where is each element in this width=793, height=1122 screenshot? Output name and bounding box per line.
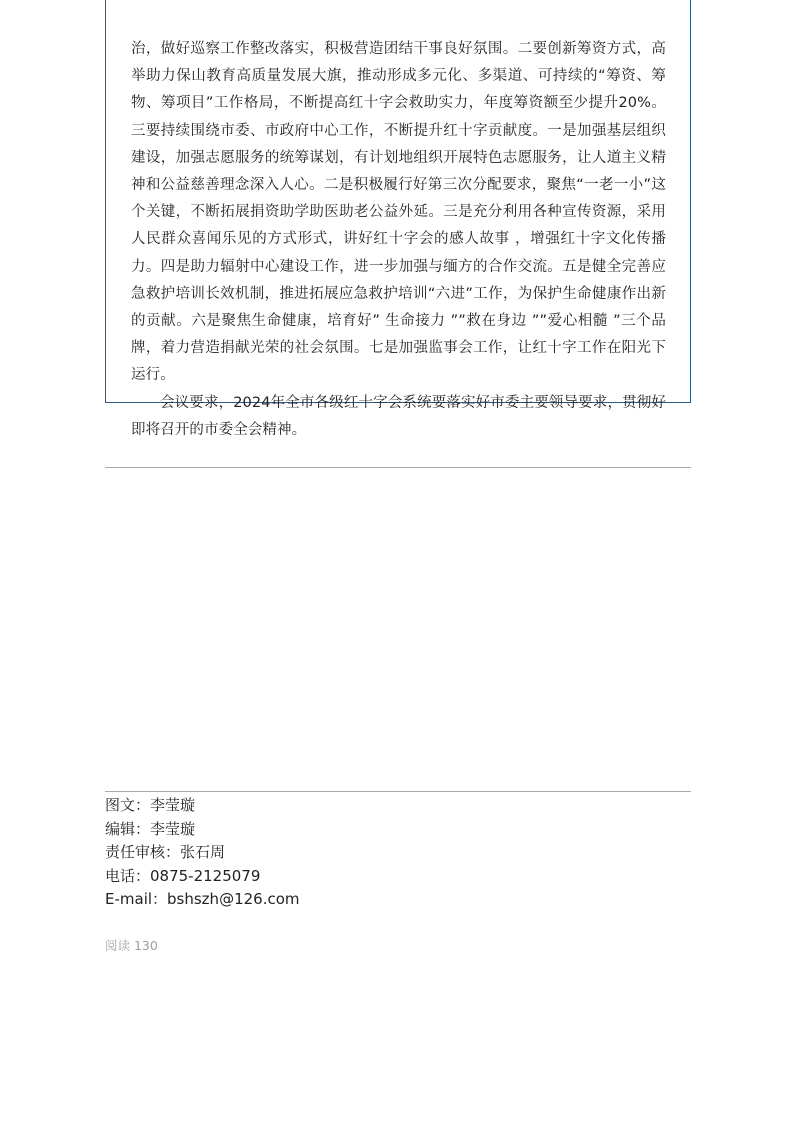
credit-phone: 电话：0875-2125079 (105, 866, 261, 885)
credits-block (105, 794, 691, 912)
article-content-box (105, 0, 691, 438)
article-paragraph-1: 治，做好巡察工作整改落实，积极营造团结干事良好氛围。二要创新筹资方式，高举助力保山教育高质量发展大旗，推动形成多元化、多渠道、可持续的“筹资、筹物、筹项目”工作格局，不断提高红十字会救助实力，年度筹资额至少提升20%。三要持续围绕市委、市政府中心工作，不断提升红十字贡献度。一是加强基层组织建设，加强志愿服务的统筹谋划，有计划地组织开展特色志愿服务，让人道主义精神和公益慈善理念深入人心。二是积极履行好第三次分配要求，聚焦“一老一小”这个关键，不断拓展捐资助学助医助老公益外延。三是充分利用各种宣传资源，采用人民群众喜闻乐见的方式形式，讲好红十字会的感人故事 ，增强红十字文化传播力。四是助力辐射中心建设工作，进一步加强与缅方的合作交流。五是健全完善应急救护培训长效机制，推进拓展应急救护培训“六进”工作，为保护生命健康作出新的贡献。六是聚焦生命健康，培育好” 生命接力 ””救在身边 ””爱心相髓 ”三个品牌，着力营造捐献光荣的社会氛围。七是加强监事会工作，让红十字工作在阳光下运行。 (131, 41, 666, 384)
credit-photo-text: 图文：李莹璇 (105, 796, 196, 814)
credits-divider (105, 791, 691, 792)
article-paragraph-2: 会议要求，2024年全市各级红十字会系统要落实好市委主要领导要求，贯彻好即将召开的市委全会精神。 (131, 394, 666, 438)
credit-reviewer: 责任审核：张石周 (105, 843, 226, 861)
section-divider (105, 467, 691, 468)
credit-email: E-mail：bshszh@126.com (105, 890, 300, 908)
read-count: 阅读 130 (105, 938, 158, 953)
credit-editor: 编辑：李莹璇 (105, 819, 196, 838)
